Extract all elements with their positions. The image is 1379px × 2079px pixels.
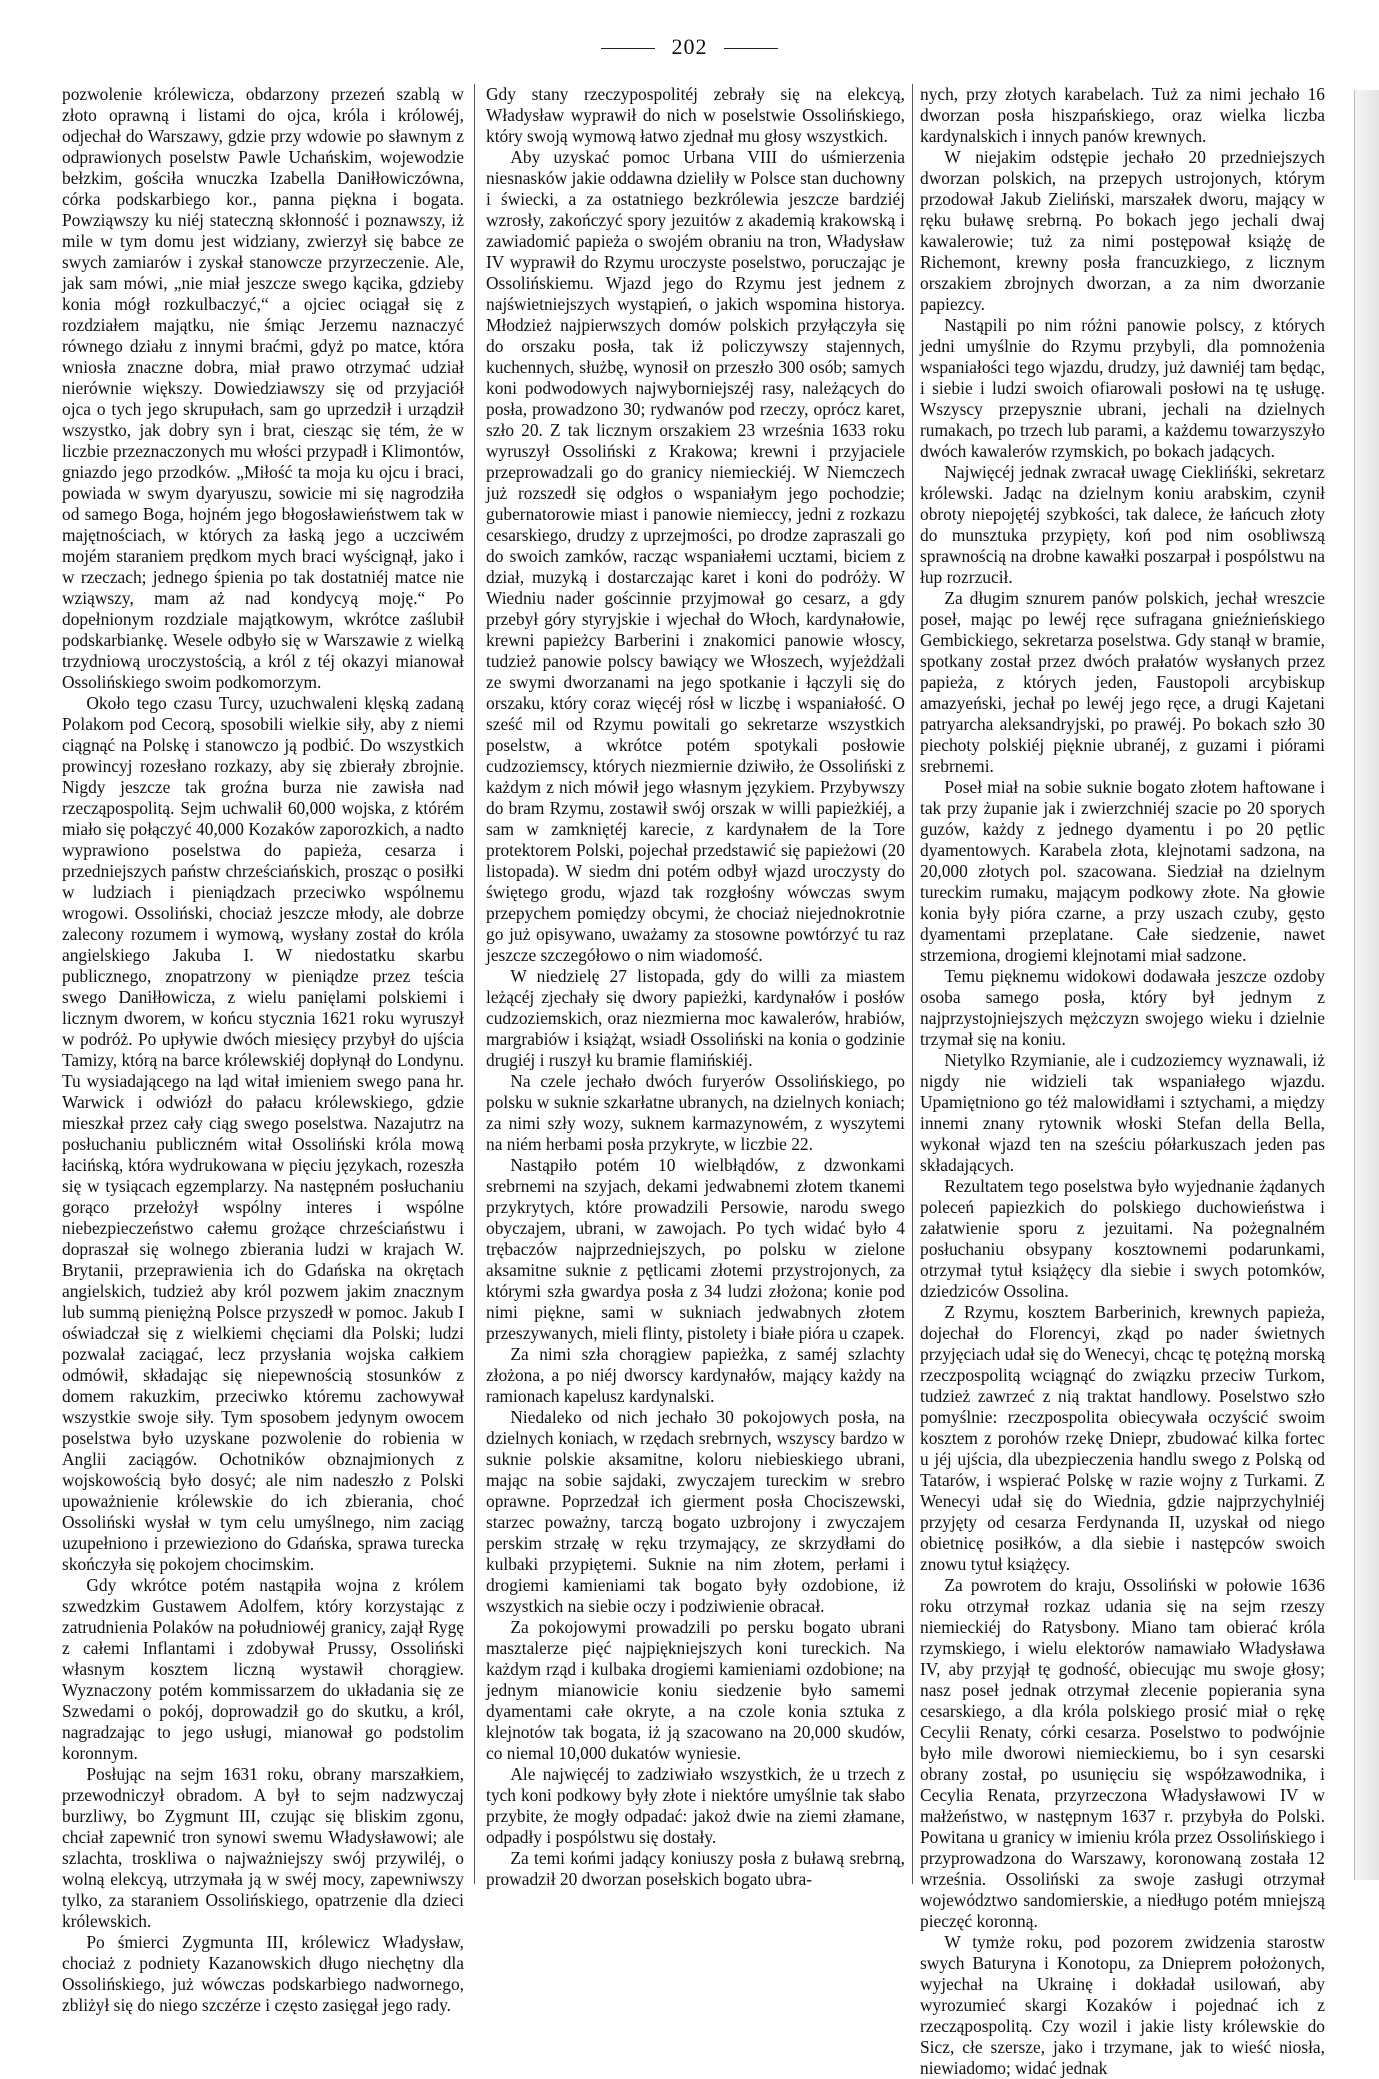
- paragraph: Aby uzyskać pomoc Urbana VIII do uśmierzenia niesnasków jakie oddawna dzieliły w Polsce stan duchowny i świecki, a za ostatniego bezkrólewia jeszcze bardziéj wzrosły, zakończyć spory jezuitów z akademią krakowską i zawiadomić papieża o swojém obraniu na tron, Władysław IV wyprawił do Rzymu uroczyste poselstwo, poruczając je Ossolińskiemu. Wjazd jego do Rzymu jest jednem z najświetniejszych wystąpień, o jakich wspomina historya. Młodzież najpierwszych domów polskich przyłączyła się do orszaku posła, tak iż policzywszy stajennych, kuchennych, służbę, wynosił on przeszło 300 osób; samych koni podwodowych najwyborniejszéj rasy, należących do posła, prowadzono 30; rydwanów pod rzeczy, oprócz karet, szło 20. Z tak licznym orszakiem 23 września 1633 roku wyruszył Ossoliński z Krakowa; krewni i przyjaciele przeprowadzali go do granicy niemieckiéj. W Niemczech już rozszedł się odgłos o wspaniałym jego pochodzie; gubernatorowie miast i panowie niemieccy, jedni z rozkazu cesarskiego, drudzy z uprzejmości, po drodze zapraszali go do swoich zamków, racząc wspaniałemi ucztami, biciem z dział, muzyką i dostarczając karet i koni do podróży. W Wiedniu nader gościnnie przyjmował go cesarz, a gdy przebył góry styryjskie i wjechał do Włoch, kardynałowie, krewni papieżcy Barberini i znakomici panowie włoscy, tudzież panowie polscy bawiący we Włoszech, wyjeżdżali ze swymi dworzanami na jego spotkanie i łączyli się do orszaku, który coraz więcéj rósł w liczbę i wspaniałość. O sześć mil od Rzymu powitali go sekretarze wszystkich poselstw, a wkrótce potém spotykali posłowie cudzoziemscy, których niezmiernie dziwiło, że Ossoliński z każdym z nich mówił jego własnym językiem. Przybywszy do bram Rzymu, zostawił swój orszak w willi papieżkiéj, a sam w zamkniętéj karecie, z kardynałem de la Tore protektorem Polski, pojechał przedstawić się papieżowi (20 listopada). W siedm dni potém odbył wjazd uroczysty do świętego grodu, wjazd tak rozgłośny wówczas swym przepychem pomiędzy obcymi, że chociaż niejednokrotnie go już opisywano, uważamy za stosowne powtórzyć tu raz jeszcze szczegółowo o nim wiadomość.: [486, 147, 905, 965]
- header-dash-right: [724, 48, 778, 49]
- paragraph: Gdy stany rzeczypospolitéj zebrały się na elekcyą, Władysław wyprawił do nich w poselstwie Ossolińskiego, który swoją wymową łatwo zjednał mu głosy wszystkich.: [486, 84, 905, 146]
- page-number: 202: [671, 34, 708, 59]
- paragraph: Poseł miał na sobie suknie bogato złotem haftowane i tak przy żupanie jak i zwierzchniéj szacie po 20 sporych guzów, każdy z jednego dyamentu i po 20 pętlic dyamentowych. Karabela złota, klejnotami sadzona, na 20,000 złotych pol. szacowana. Siedział na dzielnym tureckim rumaku, mającym podkowy złote. Na głowie konia były pióra czarne, a przy uszach czuby, gęsto dyamentami przeplatane. Całe siedzenie, nawet strzemiona, drogiemi klejnotami miał sadzone.: [920, 777, 1325, 965]
- binding-margin-strip: [1354, 90, 1379, 1880]
- paragraph: Na czele jechało dwóch furyerów Ossolińskiego, po polsku w suknie szkarłatne ubranych, na dzielnych koniach; za nimi szły wozy, suknem karmazynowém, z wyszytemi na niém herbami posła przykryte, w liczbie 22.: [486, 1071, 905, 1154]
- paragraph: Z Rzymu, kosztem Barberinich, krewnych papieża, dojechał do Florencyi, zkąd po nader świetnych przyjęciach udał się do Wenecyi, chcąc tę potężną morską rzeczpospolitą wciągnąć do związku przeciw Turkom, tudzież zawrzeć z nią traktat handlowy. Poselstwo szło pomyślnie: rzeczpospolita obiecywała oczyścić swoim kosztem z porohów rzekę Dniepr, zbudować kilka fortec u jéj ujścia, dla ubezpieczenia handlu swego z Polską od Tatarów, i wspierać Polskę w razie wojny z Turkami. Z Wenecyi udał się do Wiednia, gdzie najprzychylniéj przyjęty od cesarza Ferdynanda II, uzyskał od niego obietnicę posiłków, a dla siebie i następców swoich znowu tytuł książęcy.: [920, 1302, 1325, 1574]
- text-column-3: [920, 84, 1325, 2078]
- paragraph: Gdy wkrótce potém nastąpiła wojna z królem szwedzkim Gustawem Adolfem, który korzystając z zatrudnienia Polaków na południowéj granicy, zajął Rygę z całemi Inflantami i zdobywał Prussy, Ossoliński własnym kosztem liczną wystawił chorągiew. Wyznaczony potém kommissarzem do układania się ze Szwedami o pokój, doprowadził go do skutku, a król, nagradzając to jego usługi, mianował go podstolim koronnym.: [62, 1575, 464, 1763]
- paragraph: Około tego czasu Turcy, uzuchwaleni klęską zadaną Polakom pod Cecorą, sposobili wielkie siły, aby z niemi ciągnąć na Polskę i stanowczo ją podbić. Do wszystkich prowincyj rozesłano rozkazy, aby się zbierały zbrojnie. Nigdy jeszcze tak groźna burza nie zawisła nad rzecząpospolitą. Sejm uchwalił 60,000 wojska, z którém miało się połączyć 40,000 Kozaków zaporozkich, a nadto wyprawiono poselstwa do papieża, cesarza i przedniejszych państw chrześciańskich, prosząc o posiłki w ludziach i pieniądzach przeciwko wspólnemu wrogowi. Ossoliński, chociaż jeszcze młody, ale dobrze zalecony rozumem i wymową, wysłany został do króla angielskiego Jakuba I. W niedostatku skarbu publicznego, znopatrzony w pieniądze przez teścia swego Daniłłowicza, z wielu panięlami polskiemi i licznym dworem, w końcu stycznia 1621 roku wyruszył w podróż. Po upływie dwóch miesięcy przybył do ujścia Tamizy, którą na barce królewskiéj dopłynął do Londynu. Tu wysiadającego na ląd witał imieniem swego pana hr. Warwick i odwiózł do pałacu królewskiego, gdzie mieszkał przez cały ciąg swego poselstwa. Nazajutrz na posłuchaniu publiczném witał Ossoliński króla mową łacińską, która wydrukowana w pięciu językach, rozeszła się w tysiącach egzemplarzy. Na następném posłuchaniu gorąco przełożył wspólny interes i wspólne niebezpieczeństwo całemu grożące chrześciaństwu i dopraszał się wolnego zbierania ludzi w krajach W. Brytanii, przeprawienia ich do Gdańska na okrętach angielskich, tudzież aby król pozwem jakim znacznym lub summą pieniężną Polsce przyszedł w pomoc. Jakub I oświadczał się z wielkiemi chęciami dla Polski; ludzi pozwalał zaciągać, lecz przysłania wojska całkiem odmówił, składając się niepewnością stosunków z domem rakuzkim, przeciwko któremu zachowywał wszystkie swoje siły. Tym sposobem jedynym owocem poselstwa było uzyskane pozwolenie do robienia w Anglii zaciągów. Ochotników obznajmionych z wojskowością było dosyć; ale nim nadeszło z Polski upoważnienie królewskie do ich zbierania, choć Ossoliński wysłał w tym celu umyślnego, nim zaciąg uzupełniono i przewieziono do Gdańska, sprawa turecka skończyła się pokojem chocimskim.: [62, 693, 464, 1574]
- paragraph: Nietylko Rzymianie, ale i cudzoziemcy wyznawali, iż nigdy nie widzieli tak wspaniałego wjazdu. Upamiętniono go téż malowidłami i sztychami, a między innemi znany rytownik włoski Stefan della Bella, wykonał wjazd ten na sześciu półarkuszach jeden pas składających.: [920, 1050, 1325, 1175]
- paragraph: nych, przy złotych karabelach. Tuż za nimi jechało 16 dworzan posła hiszpańskiego, oraz wielka liczba kardynalskich i innych panów krewnych.: [920, 84, 1325, 146]
- paragraph: W niedzielę 27 listopada, gdy do willi za miastem leżącéj zjechały się dwory papieżki, kardynałów i posłów cudzoziemskich, oraz niezmierna moc kawalerów, hrabiów, margrabiów i książąt, wsiadł Ossoliński na konia o godzinie drugiéj i ruszył ku bramie flamińskiéj.: [486, 966, 905, 1070]
- paragraph: Najwięcéj jednak zwracał uwagę Cieklińśki, sekretarz królewski. Jadąc na dzielnym koniu arabskim, czynił obroty niepojętéj szybkości, tak dalece, że łańcuch złoty do munsztuka przypięty, koń pod nim osobliwszą sprawnością na drobne kawałki poszarpał i pospólstwu na łup rozrzucił.: [920, 462, 1325, 587]
- column-divider: [912, 84, 913, 1884]
- paragraph: Temu pięknemu widokowi dodawała jeszcze ozdoby osoba samego posła, który był jednym z najprzystojniejszych mężczyzn swojego wieku i dzielnie trzymał się na koniu.: [920, 966, 1325, 1049]
- page-header: [0, 34, 1379, 60]
- paragraph: Za pokojowymi prowadzili po persku bogato ubrani masztalerze pięć najpiękniejszych koni tureckich. Na każdym rząd i kulbaka drogiemi kamieniami ozdobione; na jednym mianowicie koniu siedzenie było samemi dyamentami całe okryte, a na czole konia sztuka z klejnotów tak bogata, iż ją szacowano na 20,000 skudów, co niemal 10,000 dukatów wyniesie.: [486, 1617, 905, 1763]
- paragraph: W tymże roku, pod pozorem zwidzenia starostw swych Baturyna i Konotopu, za Dnieprem położonych, wyjechał na Ukrainę i dokładał usilowań, aby wyrozumieć skargi Kozaków i pojednać ich z rzecząpospolitą. Czy wozil i jakie listy królewskie do Sicz, cłe szersze, jako i trzymane, jak to wieść niosła, niewiadomo; widać jednak: [920, 1932, 1325, 2078]
- text-column-2: [486, 84, 905, 1889]
- text-column-1: [62, 84, 464, 2015]
- paragraph: Po śmierci Zygmunta III, królewicz Władysław, chociaż z podniety Kazanowskich długo niechętny dla Ossolińskiego, już wówczas podskarbiego nadwornego, zbliżył się do niego szczérze i często zasięgał jego rady.: [62, 1932, 464, 2015]
- paragraph: Posłując na sejm 1631 roku, obrany marszałkiem, przewodniczył obradom. A był to sejm nadzwyczaj burzliwy, bo Zygmunt III, czując się bliskim zgonu, chciał zapewnić tron synowi swemu Władysławowi; ale szlachta, troskliwa o najważniejszy swój przywiléj, o wolną elekcyą, utrzymała ją w swéj mocy, zapewniwszy tylko, za staraniem Ossolińskiego, opatrzenie dla dzieci królewskich.: [62, 1764, 464, 1931]
- paragraph: Za nimi szła chorągiew papieżka, z saméj szlachty złożona, a po niéj dworscy kardynałów, mający każdy na ramionach kapelusz kardynalski.: [486, 1344, 905, 1406]
- paragraph: Za powrotem do kraju, Ossoliński w połowie 1636 roku otrzymał rozkaz udania się na sejm rzeszy niemieckiéj do Ratysbony. Miano tam obierać króla rzymskiego, i wielu elektorów namawiało Władysława IV, aby przyjął tę godność, obiecując mu swoje głosy; nasz poseł jednak otrzymał zlecenie popierania syna cesarskiego, a dla króla polskiego prosić miał o rękę Cecylii Renaty, córki cesarza. Poselstwo to podwójnie było mile dworowi niemieckiemu, bo i syn cesarski obrany został, po usunięciu się współzawodnika, i Cecylia Renata, przyrzeczona Władysławowi IV w małżeństwo, w następnym 1637 r. przybyła do Polski. Powitana u granicy w imieniu króla przez Ossolińskiego i przyprowadzona do Warszawy, koronowaną została 12 września. Ossoliński za swoje zasługi otrzymał województwo sandomierskie, a niedługo potém mniejszą pieczęć koronną.: [920, 1575, 1325, 1931]
- paragraph: Niedaleko od nich jechało 30 pokojowych posła, na dzielnych koniach, w rzędach srebrnych, wszyscy bardzo w suknie polskie aksamitne, koloru niebieskiego ubrani, mając na sobie sajdaki, zwyczajem tureckim w srebro oprawne. Poprzedzał ich gierment posła Chociszewski, starzec poważny, tarczą bogato uzbrojony i zwyczajem perskim strzałę w ręku trzymający, ze skrzydłami do kulbaki przypiętemi. Suknie na nim złotem, perłami i drogiemi kamieniami tak bogato były ozdobione, iż wszystkich na siebie oczy i podziwienie obracał.: [486, 1407, 905, 1616]
- header-dash-left: [601, 48, 655, 49]
- column-divider: [474, 84, 475, 1884]
- paragraph: Za długim sznurem panów polskich, jechał wreszcie poseł, mając po lewéj ręce sufragana gnieźnieńskiego Gembickiego, sekretarza poselstwa. Gdy stanął w bramie, spotkany został przez dwóch prałatów wysłanych przez papieża, z których jeden, Faustopoli arcybiskup amazyeński, jechał po lewéj jego ręce, a drugi Kajetani patryarcha aleksandryjski, po prawéj. Po bokach szło 30 piechoty polskiéj pięknie ubranéj, z guzami i piórami srebrnemi.: [920, 588, 1325, 776]
- paragraph: Nastąpili po nim różni panowie polscy, z których jedni umyślnie do Rzymu przybyli, dla pomnożenia wspaniałości tego wjazdu, drudzy, już dawniéj tam będąc, i siebie i ludzi swoich ofiarowali posłowi na tę usługę. Wszyscy przepysznie ubrani, jechali na dzielnych rumakach, po trzech lub parami, a każdemu towarzyszyło dwóch kawalerów rzymskich, po bokach jadących.: [920, 315, 1325, 461]
- paragraph: Ale najwięcéj to zadziwiało wszystkich, że u trzech z tych koni podkowy były złote i niektóre umyślnie tak słabo przybite, że mogły odpadać: jakoż dwie na ziemi złamane, odpadły i pospólstwu się dostały.: [486, 1764, 905, 1847]
- paragraph: Nastąpiło potém 10 wielbłądów, z dzwonkami srebrnemi na szyjach, dekami jedwabnemi złotem tkanemi przykrytych, które prowadzili Persowie, narodu swego obyczajem, ubrani, w zawojach. Po tych widać było 4 trębaczów najprzedniejszych, po polsku w zielone aksamitne suknie z pętlicami złotemi przystrojonych, za którymi szła gwardya posła z 34 ludzi złożona; konie pod nimi piękne, sami w sukniach jedwabnych złotem przeszywanych, mieli flinty, pistolety i białe pióra u czapek.: [486, 1155, 905, 1343]
- paragraph: Rezultatem tego poselstwa było wyjednanie żądanych poleceń papiezkich do polskiego duchowieństwa i załatwienie sporu z jezuitami. Na pożegnalném posłuchaniu obsypany kosztownemi podarunkami, otrzymał tytuł książęcy dla siebie i swych potomków, dziedziców Ossolina.: [920, 1176, 1325, 1301]
- paragraph: pozwolenie królewicza, obdarzony przezeń szablą w złoto oprawną i listami do ojca, króla i królowéj, odjechał do Warszawy, gdzie przy wdowie po sławnym z odprawionych poselstw Pawle Uchańskim, wojewodzie bełzkim, gościła wnuczka Izabella Daniłłowiczówna, córka podskarbiego kor., panna piękna i bogata. Powziąwszy ku niéj stateczną skłonność i poznawszy, iż mile w tym domu jest widziany, zwierzył się babce ze swych zamiarów i zyskał stanowcze przyrzeczenie. Ale, jak sam mówi, „nie miał jeszcze swego kącika, gdzieby konia mógł rozkulbaczyć,“ a ojciec ociągał się z rozdziałem majątku, nie śmiąc Jerzemu naznaczyć równego działu z innymi braćmi, gdyż po matce, która wniosła znaczne dobra, miał prawo otrzymać udział nierównie większy. Dowiedziawszy się od przyjaciół ojca o tych jego skrupułach, sam go uprzedził i urządził wszystko, jak dobry syn i brat, ciesząc się tém, że w liczbie przeznaczonych mu włości przypadł i Klimontów, gniazdo jego przodków. „Miłość ta moja ku ojcu i braci, powiada w swym dyaryuszu, sowicie mi się nagrodziła od samego Boga, hojném jego błogosławieństwem tak w majętnościach, w których za łaską jego a uczciwém mojém staraniem prędkom mych braci wyścignął, jako i w rzeczach; jednego śpienia po tak dostatniéj matce nie wziąwszy, mam aż nad kondycyą moję.“ Po dopełnionym rozdziale majątkowym, wkrótce zaślubił podskarbiankę. Wesele odbyło się w Warszawie z wielką trzydniową uroczystością, a król z téj okazyi mianował Ossolińskiego swoim podkomorzym.: [62, 84, 464, 692]
- paragraph: Za temi końmi jadący koniuszy posła z buławą srebrną, prowadził 20 dworzan posełskich bogato ubra-: [486, 1848, 905, 1889]
- paragraph: W niejakim odstępie jechało 20 przedniejszych dworzan polskich, na przepych ustrojonych, którym przodował Jakub Zieliński, marszałek dworu, mający w ręku buławę srebrną. Po bokach jego jechali dwaj kawalerowie; tuż za nimi postępował książę de Richemont, krewny posła francuzkiego, z licznym orszakiem zbrojnych dworzan, a za nim dworzanie papiezcy.: [920, 147, 1325, 314]
